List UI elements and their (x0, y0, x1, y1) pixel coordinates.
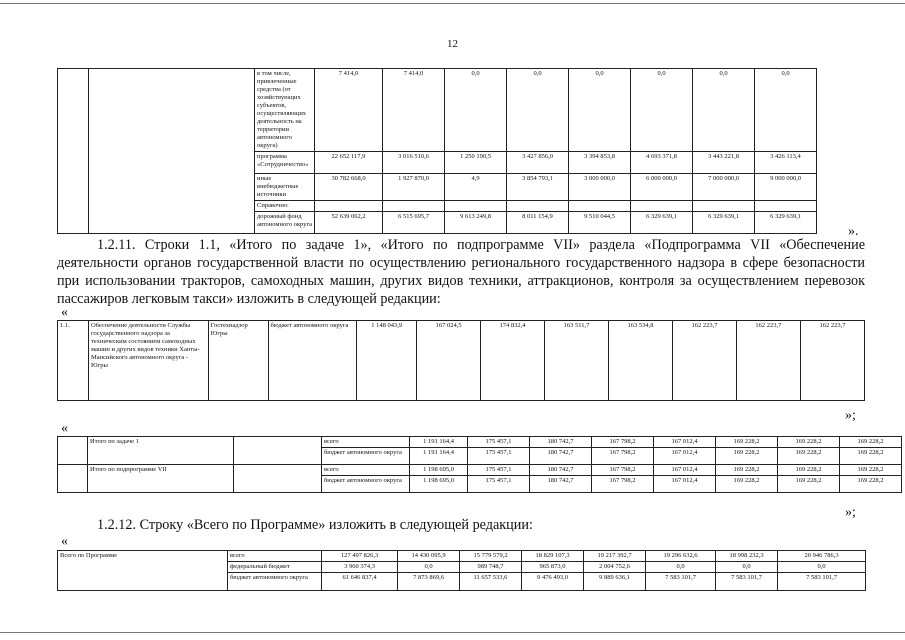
table-cell: 169 228,2 (778, 437, 840, 448)
table-cell: 163 511,7 (545, 321, 609, 401)
table-cell: 175 457,1 (468, 465, 530, 476)
table-cell: 8 011 154,9 (507, 212, 569, 234)
blank-cell (58, 465, 88, 493)
table1-close-quote: ». (848, 224, 859, 239)
table-cell (569, 201, 631, 212)
table-cell: 3 016 510,6 (383, 152, 445, 174)
financing-table-continuation (57, 68, 866, 234)
group-label: Итого по подпрограмме VII (88, 465, 234, 493)
blank-cell (58, 69, 89, 234)
group-label: Итого по задаче 1 (88, 437, 234, 465)
totals-table (57, 436, 902, 493)
table-cell: 15 779 579,2 (460, 551, 522, 562)
table-cell: 169 228,2 (840, 448, 902, 465)
table3-open-quote: « (61, 421, 68, 436)
table-cell: 9 889 636,1 (584, 573, 646, 591)
source-label: федеральный бюджет (228, 562, 322, 573)
table-cell: 169 228,2 (778, 465, 840, 476)
table-cell: 127 497 826,3 (322, 551, 398, 562)
table-cell: 6 329 639,1 (693, 212, 755, 234)
table-cell: 3 394 853,8 (569, 152, 631, 174)
table-cell: 163 534,8 (608, 321, 672, 401)
table-cell: 167 012,4 (654, 437, 716, 448)
table-cell: 167 012,4 (654, 465, 716, 476)
table-cell: 1 191 164,4 (410, 448, 468, 465)
row-1-1-table (57, 320, 865, 401)
blank-cell (234, 465, 322, 493)
source-label: бюджет автономного округа (322, 476, 410, 493)
table-cell: 3 000 000,0 (569, 174, 631, 201)
table-cell (631, 201, 693, 212)
row-label: иные внебюджетные источники (255, 174, 315, 201)
table-cell: 18 998 232,3 (716, 551, 778, 562)
row-label: Справочно: (255, 201, 315, 212)
table-cell: 162 223,7 (800, 321, 864, 401)
table-cell: 9 510 044,5 (569, 212, 631, 234)
table-cell: 0,0 (693, 69, 755, 152)
row-1-1-name: Обеспечение деятельности Службы государственного надзора за техническим состоянием самоходных машин и других видов техники Ханты-Мансийского автономного округа - Югры (88, 321, 208, 401)
table-cell: 22 652 117,9 (315, 152, 383, 174)
table-cell (445, 201, 507, 212)
table-cell: 3 854 793,1 (507, 174, 569, 201)
table-cell: 11 657 533,6 (460, 573, 522, 591)
table-cell: 989 748,7 (460, 562, 522, 573)
table-cell: 0,0 (778, 562, 866, 573)
table4-open-quote: « (61, 534, 68, 549)
table-cell: 1 198 695,0 (410, 465, 468, 476)
table-cell: 6 329 639,1 (755, 212, 817, 234)
row-1-1-executor: Гостехнадзор Югры (208, 321, 268, 401)
table-cell: 175 457,1 (468, 476, 530, 493)
table-cell: 167 798,2 (592, 437, 654, 448)
table-cell: 169 228,2 (716, 448, 778, 465)
table-cell (507, 201, 569, 212)
table-cell: 167 798,2 (592, 476, 654, 493)
table-cell: 169 228,2 (778, 448, 840, 465)
source-label: всего (228, 551, 322, 562)
table-cell: 52 639 062,2 (315, 212, 383, 234)
table-cell: 7 000 000,0 (693, 174, 755, 201)
program-total-label: Всего по Программе (58, 551, 228, 591)
table-cell: 7 414,0 (315, 69, 383, 152)
table-cell: 169 228,2 (716, 465, 778, 476)
table-cell: 3 960 374,3 (322, 562, 398, 573)
table-cell: 6 515 695,7 (383, 212, 445, 234)
table-cell: 14 430 095,9 (398, 551, 460, 562)
table-cell: 3 427 856,0 (507, 152, 569, 174)
table-cell: 2 004 752,6 (584, 562, 646, 573)
table-cell: 1 191 164,4 (410, 437, 468, 448)
source-label: бюджет автономного округа (322, 448, 410, 465)
table-cell (693, 201, 755, 212)
row-label: дорожный фонд автономного округа (255, 212, 315, 234)
table-cell: 1 148 043,9 (357, 321, 417, 401)
table-cell: 169 228,2 (778, 476, 840, 493)
table-cell: 169 228,2 (716, 437, 778, 448)
table-cell: 0,0 (507, 69, 569, 152)
table-cell: 4 693 371,8 (631, 152, 693, 174)
table-cell: 167 798,2 (592, 448, 654, 465)
paragraph-1-2-11: 1.2.11. Строки 1.1, «Итого по задаче 1», «Итого по подпрограмме VII» раздела «Подпрограмма VII «Обеспечение деятельности органов государственной власти по осуществлению регионального государственного надзора в сфере безопасности при использовании тракторов, самоходных машин, других видов техники, аттракционов, контроля за осуществлением перевозок пассажиров легковым такси» изложить в следующей редакции: (57, 237, 865, 307)
table-cell: 174 832,4 (481, 321, 545, 401)
table-row (58, 437, 902, 448)
table-cell: 175 457,1 (468, 437, 530, 448)
table-cell: 180 742,7 (530, 448, 592, 465)
table3-close-quote: »; (845, 505, 856, 520)
blank-cell (89, 69, 255, 234)
table-cell: 1 198 695,0 (410, 476, 468, 493)
source-label: всего (322, 437, 410, 448)
table-cell: 167 024,5 (417, 321, 481, 401)
table-cell: 0,0 (445, 69, 507, 152)
table-cell: 19 296 632,6 (646, 551, 716, 562)
table-cell: 175 457,1 (468, 448, 530, 465)
table-cell: 180 742,7 (530, 476, 592, 493)
table-cell: 9 000 000,0 (755, 174, 817, 201)
table-cell: 965 873,0 (522, 562, 584, 573)
table-cell: 180 742,7 (530, 465, 592, 476)
table-cell: 167 012,4 (654, 448, 716, 465)
table-cell: 4,9 (445, 174, 507, 201)
source-label: всего (322, 465, 410, 476)
scan-edge-bottom (0, 632, 905, 633)
table-cell: 3 426 113,4 (755, 152, 817, 174)
table-cell: 180 742,7 (530, 437, 592, 448)
source-label: бюджет автономного округа (228, 573, 322, 591)
table-cell: 7 873 869,6 (398, 573, 460, 591)
table-row (58, 551, 866, 562)
table-cell: 30 782 668,0 (315, 174, 383, 201)
blank-cell (58, 437, 88, 465)
table-cell: 20 946 786,3 (778, 551, 866, 562)
table-cell: 1 250 190,5 (445, 152, 507, 174)
table-cell: 9 476 493,0 (522, 573, 584, 591)
table-cell: 19 217 392,7 (584, 551, 646, 562)
page-number: 12 (447, 38, 458, 50)
table-cell: 169 228,2 (840, 476, 902, 493)
table-cell: 7 583 101,7 (646, 573, 716, 591)
table-cell: 7 583 101,7 (716, 573, 778, 591)
table-cell: 0,0 (646, 562, 716, 573)
table-cell: 167 798,2 (592, 465, 654, 476)
table-cell: 3 443 221,8 (693, 152, 755, 174)
scan-edge-top (0, 3, 905, 4)
table-cell: 18 829 107,3 (522, 551, 584, 562)
table-cell: 1 927 870,0 (383, 174, 445, 201)
table-cell: 0,0 (398, 562, 460, 573)
table-cell (755, 201, 817, 212)
table-cell: 0,0 (716, 562, 778, 573)
table-cell: 169 228,2 (840, 465, 902, 476)
row-label: программа «Сотрудничество» (255, 152, 315, 174)
table-cell: 7 583 101,7 (778, 573, 866, 591)
row-1-1-source: бюджет автономного округа (268, 321, 357, 401)
table2-open-quote: « (61, 305, 68, 320)
table-row (58, 465, 902, 476)
paragraph-1-2-12: 1.2.12. Строку «Всего по Программе» изложить в следующей редакции: (97, 517, 533, 533)
program-total-table (57, 550, 866, 591)
table-cell (315, 201, 383, 212)
table-cell: 0,0 (755, 69, 817, 152)
table-cell: 61 646 837,4 (322, 573, 398, 591)
table-cell: 0,0 (631, 69, 693, 152)
table-cell: 162 223,7 (672, 321, 736, 401)
table-cell: 6 329 639,1 (631, 212, 693, 234)
table-cell: 169 228,2 (716, 476, 778, 493)
table-cell: 167 012,4 (654, 476, 716, 493)
blank-cell (234, 437, 322, 465)
table-cell: 0,0 (569, 69, 631, 152)
table-row (58, 69, 866, 152)
table-cell: 162 223,7 (736, 321, 800, 401)
table-cell: 6 000 000,0 (631, 174, 693, 201)
table-cell (383, 201, 445, 212)
table-cell: 7 414,0 (383, 69, 445, 152)
table-cell: 9 613 249,8 (445, 212, 507, 234)
row-1-1-number: 1.1. (58, 321, 89, 401)
table-cell: 169 228,2 (840, 437, 902, 448)
table2-close-quote: »; (845, 408, 856, 423)
row-label: в том числе, привлеченные средства (от хозяйствующих субъектов, осуществляющих деятельность на территории автономного округа) (255, 69, 315, 152)
